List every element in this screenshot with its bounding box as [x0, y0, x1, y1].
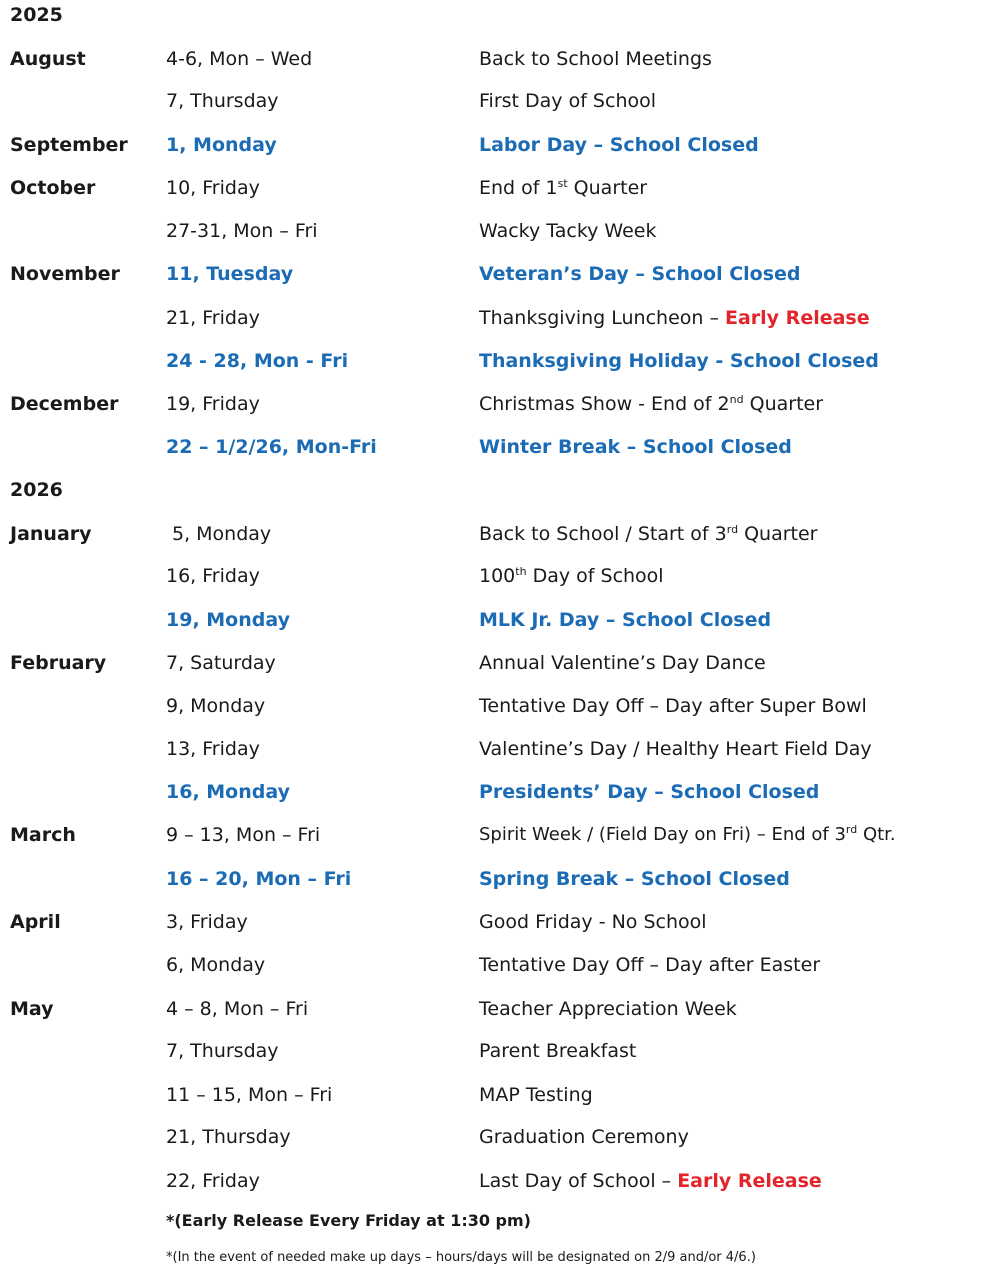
- event-label: Tentative Day Off – Day after Easter: [479, 954, 821, 976]
- calendar-row: [0, 605, 1000, 635]
- date-label: 11 – 15, Mon – Fri: [166, 1084, 333, 1106]
- month-label: August: [10, 48, 86, 70]
- month-label: October: [10, 177, 96, 199]
- makeup-days-note: *(In the event of needed make up days – hours/days will be designated on 2/9 and/or 4/6.): [166, 1250, 756, 1265]
- date-label: 9 – 13, Mon – Fri: [166, 824, 321, 846]
- date-label: 1, Monday: [166, 134, 277, 156]
- event-label: Valentine’s Day / Healthy Heart Field Day: [479, 738, 872, 760]
- calendar-row: [0, 1080, 1000, 1110]
- event-label: Thanksgiving Holiday - School Closed: [479, 350, 879, 372]
- event-label: Back to School / Start of 3rd Quarter: [479, 523, 818, 545]
- early-release-label: Early Release: [677, 1170, 822, 1192]
- calendar-row: [0, 303, 1000, 333]
- calendar-row: [0, 1122, 1000, 1152]
- event-label: MLK Jr. Day – School Closed: [479, 609, 772, 631]
- date-label: 4 – 8, Mon – Fri: [166, 998, 309, 1020]
- calendar-row: [0, 734, 1000, 764]
- calendar-row: [0, 44, 1000, 74]
- date-label: 27-31, Mon – Fri: [166, 220, 318, 242]
- event-label: Thanksgiving Luncheon – Early Release: [479, 307, 870, 329]
- event-label: Wacky Tacky Week: [479, 220, 657, 242]
- event-label: Good Friday - No School: [479, 911, 707, 933]
- event-label: Tentative Day Off – Day after Super Bowl: [479, 695, 867, 717]
- date-label: 5, Monday: [172, 523, 272, 545]
- event-label: 100th Day of School: [479, 565, 664, 587]
- date-label: 10, Friday: [166, 177, 260, 199]
- date-label: 21, Friday: [166, 307, 260, 329]
- month-label: January: [10, 523, 92, 545]
- early-release-label: Early Release: [725, 307, 870, 329]
- calendar-row: [0, 820, 1000, 850]
- early-release-note: *(Early Release Every Friday at 1:30 pm): [166, 1211, 531, 1230]
- date-label: 24 - 28, Mon - Fri: [166, 350, 349, 372]
- calendar-row: [0, 561, 1000, 591]
- calendar-row: [0, 777, 1000, 807]
- event-label: Spirit Week / (Field Day on Fri) – End of 3rd Qtr.: [479, 823, 896, 845]
- date-label: 22, Friday: [166, 1170, 260, 1192]
- calendar-row: [0, 691, 1000, 721]
- calendar-row: [0, 864, 1000, 894]
- date-label: 7, Thursday: [166, 1040, 279, 1062]
- date-label: 7, Thursday: [166, 90, 279, 112]
- month-label: May: [10, 998, 54, 1020]
- event-label: Christmas Show - End of 2nd Quarter: [479, 393, 824, 415]
- event-label: Annual Valentine’s Day Dance: [479, 652, 766, 674]
- calendar-row: [0, 432, 1000, 462]
- event-label: End of 1st Quarter: [479, 177, 648, 199]
- month-label: April: [10, 911, 61, 933]
- event-label: First Day of School: [479, 90, 657, 112]
- month-label: March: [10, 824, 76, 846]
- calendar-row: [0, 1166, 1000, 1196]
- event-label: Spring Break – School Closed: [479, 868, 790, 890]
- month-label: December: [10, 393, 119, 415]
- event-label: Back to School Meetings: [479, 48, 712, 70]
- date-label: 19, Monday: [166, 609, 290, 631]
- date-label: 19, Friday: [166, 393, 260, 415]
- calendar-row: [0, 130, 1000, 160]
- date-label: 13, Friday: [166, 738, 260, 760]
- month-label: November: [10, 263, 120, 285]
- calendar-row: [0, 1036, 1000, 1066]
- calendar-row: [0, 994, 1000, 1024]
- calendar-row: [0, 519, 1000, 549]
- date-label: 3, Friday: [166, 911, 248, 933]
- date-label: 16 – 20, Mon – Fri: [166, 868, 352, 890]
- event-label: MAP Testing: [479, 1084, 593, 1106]
- calendar-row: [0, 907, 1000, 937]
- calendar-row: [0, 648, 1000, 678]
- event-label: Last Day of School – Early Release: [479, 1170, 822, 1192]
- event-label: Graduation Ceremony: [479, 1126, 689, 1148]
- year-heading-2025: 2025: [10, 4, 63, 26]
- event-label: Teacher Appreciation Week: [479, 998, 737, 1020]
- calendar-row: [0, 86, 1000, 116]
- calendar-row: [0, 950, 1000, 980]
- date-label: 9, Monday: [166, 695, 266, 717]
- calendar-row: [0, 346, 1000, 376]
- date-label: 7, Saturday: [166, 652, 276, 674]
- event-label: Presidents’ Day – School Closed: [479, 781, 820, 803]
- date-label: 21, Thursday: [166, 1126, 291, 1148]
- month-label: September: [10, 134, 128, 156]
- event-label: Veteran’s Day – School Closed: [479, 263, 801, 285]
- event-label: Winter Break – School Closed: [479, 436, 792, 458]
- event-label: Labor Day – School Closed: [479, 134, 759, 156]
- date-label: 11, Tuesday: [166, 263, 294, 285]
- calendar-row: [0, 389, 1000, 419]
- date-label: 16, Monday: [166, 781, 290, 803]
- date-label: 16, Friday: [166, 565, 260, 587]
- date-label: 22 – 1/2/26, Mon-Fri: [166, 436, 377, 458]
- year-heading-2026: 2026: [10, 479, 63, 501]
- event-label: Parent Breakfast: [479, 1040, 637, 1062]
- month-label: February: [10, 652, 107, 674]
- calendar-row: [0, 259, 1000, 289]
- date-label: 4-6, Mon – Wed: [166, 48, 313, 70]
- calendar-row: [0, 173, 1000, 203]
- calendar-row: [0, 216, 1000, 246]
- date-label: 6, Monday: [166, 954, 266, 976]
